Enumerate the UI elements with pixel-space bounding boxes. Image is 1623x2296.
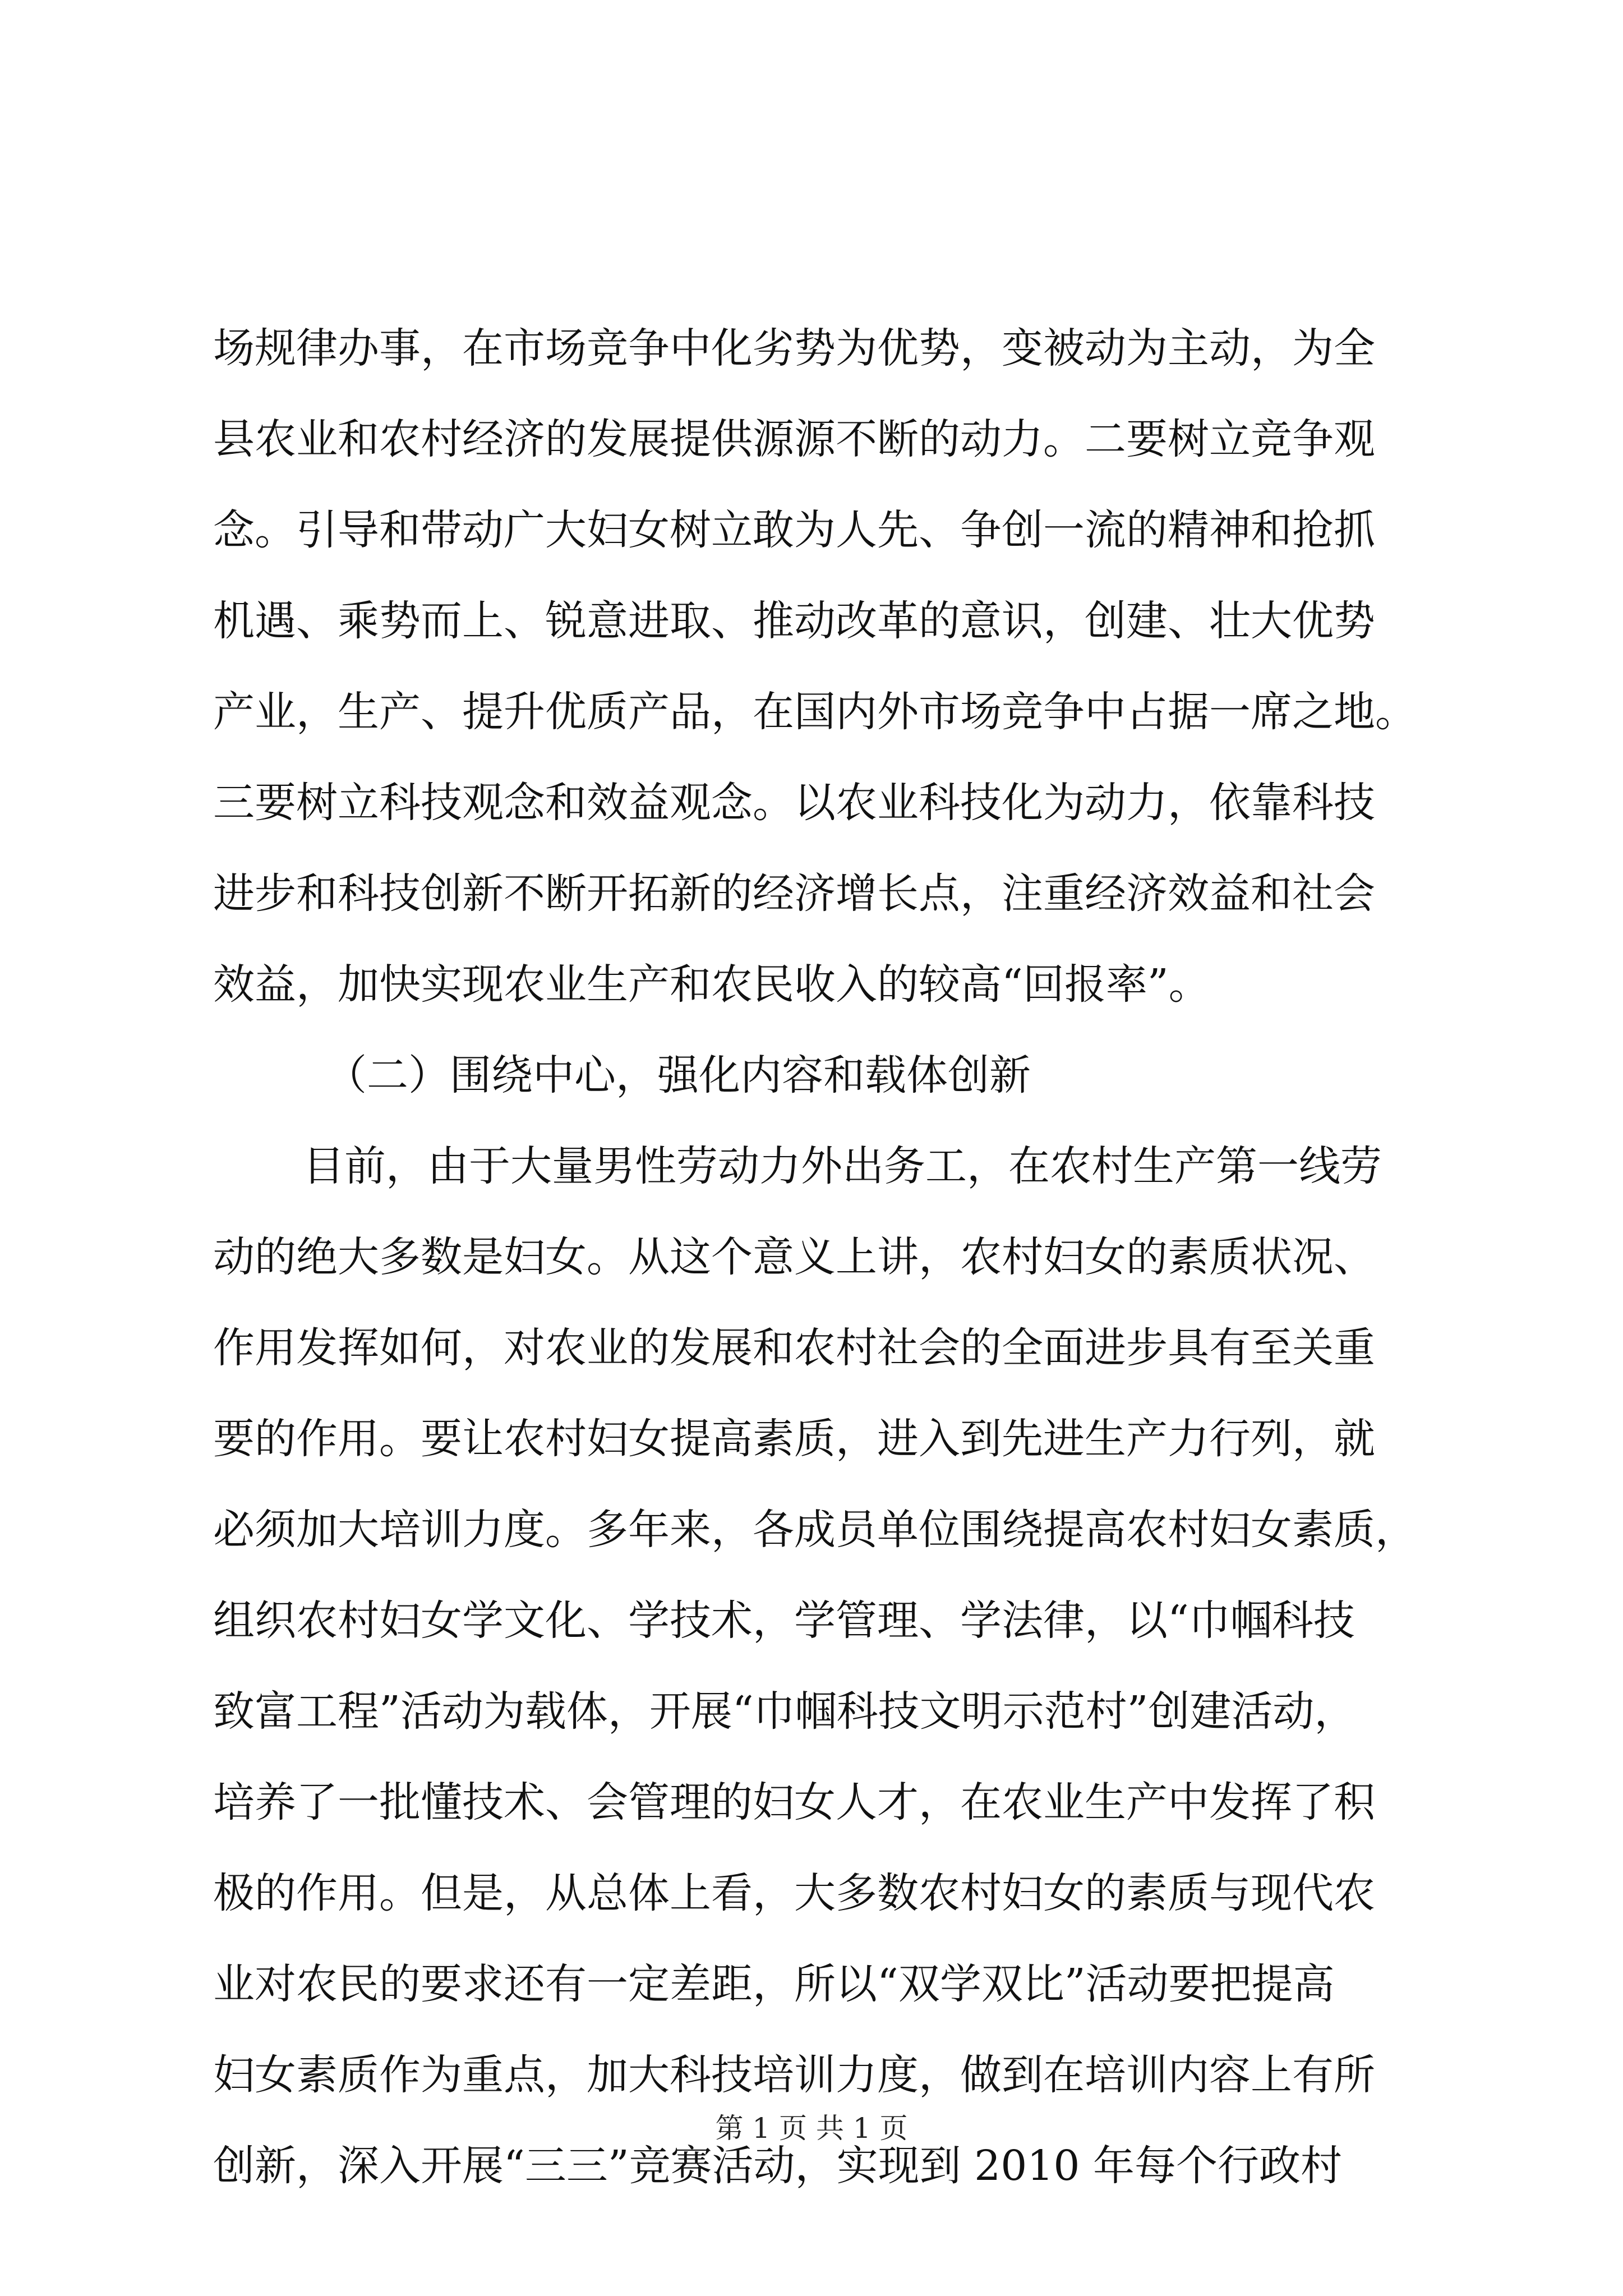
- body-line: 作用发挥如何，对农业的发展和农村社会的全面进步具有至关重: [213, 1324, 1375, 1372]
- body-line: 培养了一批懂技术、会管理的妇女人才，在农业生产中发挥了积: [213, 1778, 1375, 1826]
- body-line: 创新，深入开展“三三”竞赛活动，实现到 2010 年每个行政村: [213, 2142, 1343, 2190]
- body-line: 极的作用。但是，从总体上看，大多数农村妇女的素质与现代农: [213, 1869, 1375, 1917]
- body-line: 必须加大培训力度。多年来，各成员单位围绕提高农村妇女素质，: [213, 1506, 1417, 1554]
- body-line: 效益，加快实现农业生产和农民收入的较高“回报率”。: [213, 960, 1210, 1009]
- body-line: 场规律办事，在市场竞争中化劣势为优势，变被动为主动，为全: [213, 324, 1375, 372]
- body-line: 念。引导和带动广大妇女树立敢为人先、争创一流的精神和抢抓: [213, 506, 1375, 554]
- section-heading: （二）围绕中心，强化内容和载体创新: [325, 1051, 1031, 1099]
- body-line: 动的绝大多数是妇女。从这个意义上讲，农村妇女的素质状况、: [213, 1233, 1375, 1281]
- page-footer: 第 1 页 共 1 页: [715, 2112, 908, 2145]
- body-line: 致富工程”活动为载体，开展“巾帼科技文明示范村”创建活动，: [213, 1687, 1356, 1736]
- body-line: 要的作用。要让农村妇女提高素质，进入到先进生产力行列，就: [213, 1415, 1375, 1463]
- body-line: 三要树立科技观念和效益观念。以农业科技化为动力，依靠科技: [213, 779, 1375, 827]
- body-line: 县农业和农村经济的发展提供源源不断的动力。二要树立竞争观: [213, 415, 1375, 463]
- body-line: 机遇、乘势而上、锐意进取、推动改革的意识，创建、壮大优势: [213, 597, 1375, 645]
- body-line: 组织农村妇女学文化、学技术，学管理、学法律，以“巾帼科技: [213, 1596, 1355, 1645]
- body-line: 产业，生产、提升优质产品，在国内外市场竞争中占据一席之地。: [213, 688, 1417, 736]
- paragraph-first-line: 目前，由于大量男性劳动力外出务工，在农村生产第一线劳: [303, 1142, 1382, 1190]
- body-line: 妇女素质作为重点，加大科技培训力度，做到在培训内容上有所: [213, 2051, 1375, 2099]
- body-line: 业对农民的要求还有一定差距，所以“双学双比”活动要把提高: [213, 1960, 1335, 2008]
- document-body: [213, 303, 1436, 2211]
- body-line: 进步和科技创新不断开拓新的经济增长点，注重经济效益和社会: [213, 869, 1375, 918]
